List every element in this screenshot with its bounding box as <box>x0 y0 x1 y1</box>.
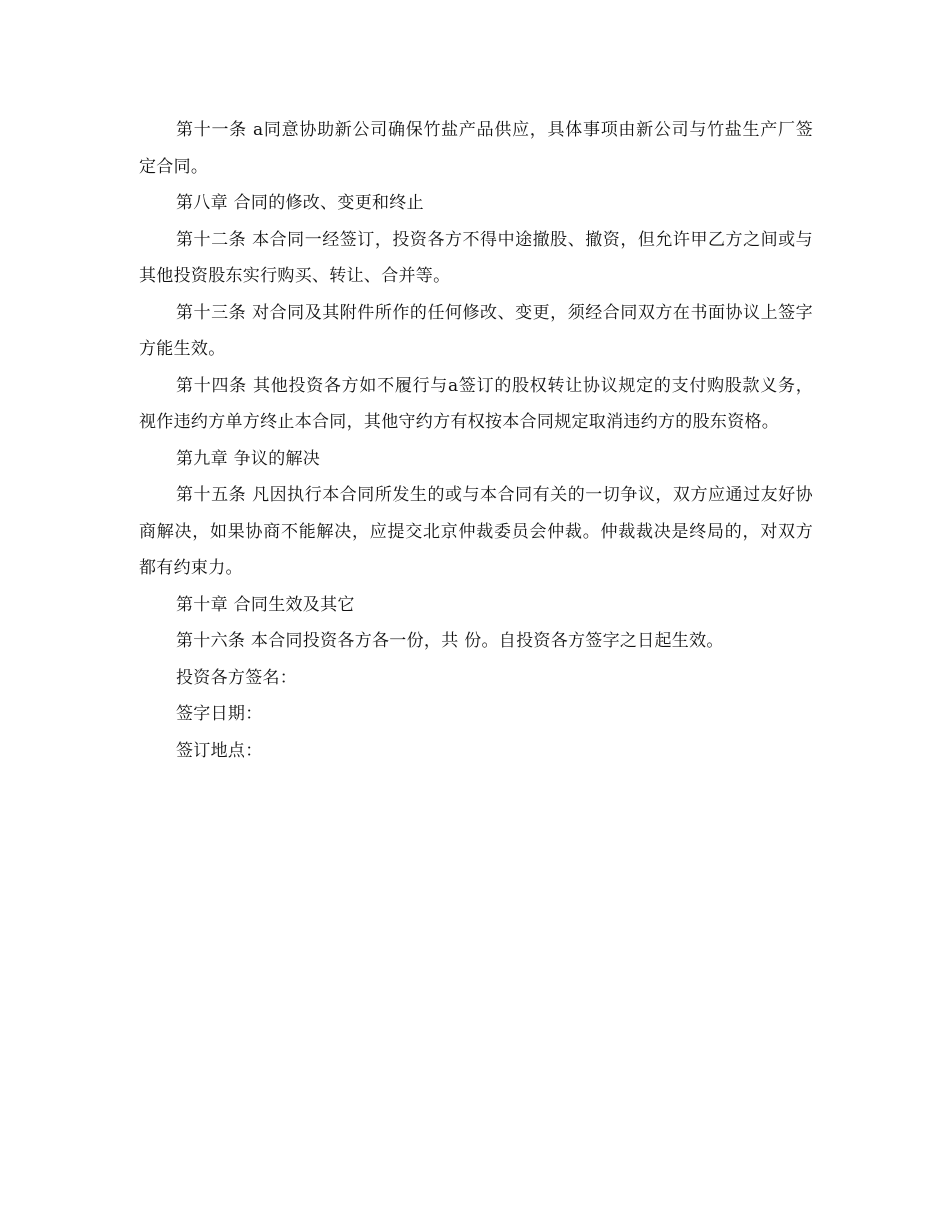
clause-13: 第十三条 对合同及其附件所作的任何修改、变更，须经合同双方在书面协议上签字方能生效。 <box>139 302 813 359</box>
document-body <box>139 112 813 769</box>
signing-place-line: 签订地点： <box>176 740 263 761</box>
chapter-9-heading: 第九章 争议的解决 <box>176 448 321 469</box>
clause-11: 第十一条 a同意协助新公司确保竹盐产品供应，具体事项由新公司与竹盐生产厂签定合同。 <box>139 120 813 177</box>
clause-14: 第十四条 其他投资各方如不履行与a签订的股权转让协议规定的支付购股款义务，视作违约方单方终止本合同，其他守约方有权按本合同规定取消违约方的股东资格。 <box>139 375 813 432</box>
signing-date-line: 签字日期： <box>176 704 263 724</box>
chapter-10-heading: 第十章 合同生效及其它 <box>176 594 355 615</box>
signature-line: 投资各方签名： <box>176 667 298 688</box>
clause-16: 第十六条 本合同投资各方各一份，共 份。自投资各方签字之日起生效。 <box>176 631 724 651</box>
clause-12: 第十二条 本合同一经签订，投资各方不得中途撤股、撤资，但允许甲乙方之间或与其他投资股东实行购买、转让、合并等。 <box>139 229 813 286</box>
clause-15: 第十五条 凡因执行本合同所发生的或与本合同有关的一切争议，双方应通过友好协商解决，如果协商不能解决，应提交北京仲裁委员会仲裁。仲裁裁决是终局的，对双方都有约束力。 <box>139 485 813 578</box>
chapter-8-heading: 第八章 合同的修改、变更和终止 <box>176 193 424 213</box>
